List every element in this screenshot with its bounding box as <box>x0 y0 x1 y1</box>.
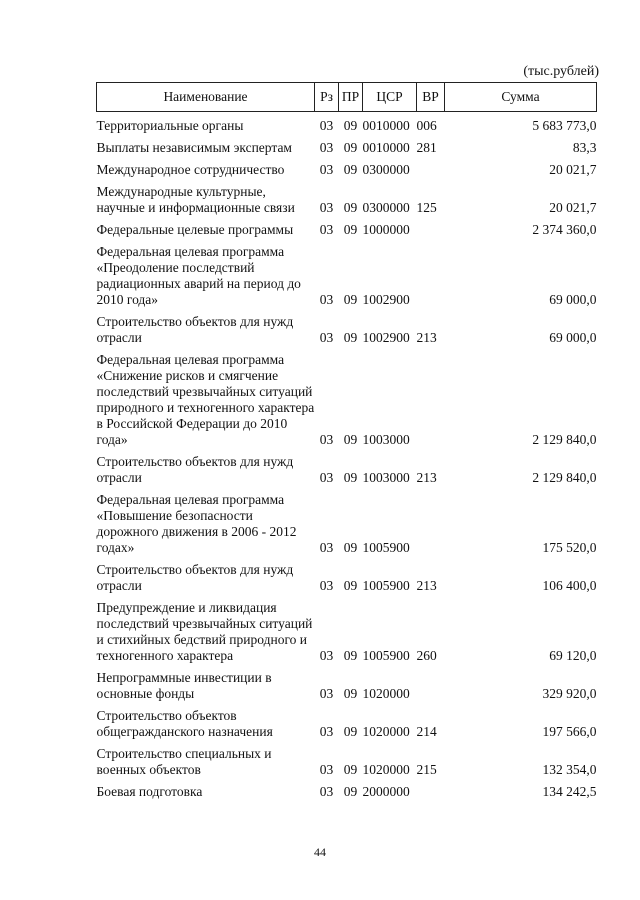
cell-pr: 09 <box>343 292 358 307</box>
cell-rz: 03 <box>319 432 334 447</box>
cell-name: Федеральная целевая программа «Преодоление последствий радиационных аварий на период до 2010 года» <box>96 244 301 307</box>
header-rz: Рз <box>315 83 339 112</box>
cell-name: Боевая подготовка <box>96 784 203 799</box>
cell-vr: 213 <box>416 578 437 593</box>
cell-csr: 1020000 <box>362 686 410 701</box>
cell-vr <box>417 156 445 178</box>
cell-sum: 69 000,0 <box>549 330 597 345</box>
table-row <box>97 134 597 156</box>
cell-vr: 213 <box>416 330 437 345</box>
cell-name: Строительство объектов для нужд отрасли <box>96 454 294 485</box>
table-row <box>97 486 597 556</box>
cell-pr: 09 <box>343 140 358 155</box>
cell-csr: 1005900 <box>362 578 410 593</box>
cell-sum: 2 129 840,0 <box>532 432 597 447</box>
cell-pr: 09 <box>343 762 358 777</box>
cell-pr: 09 <box>343 162 358 177</box>
cell-pr: 09 <box>343 578 358 593</box>
cell-csr: 1003000 <box>362 432 410 447</box>
cell-rz: 03 <box>319 578 334 593</box>
cell-csr: 1005900 <box>362 540 410 555</box>
budget-table <box>96 82 597 800</box>
cell-vr <box>417 664 445 702</box>
cell-pr: 09 <box>343 686 358 701</box>
cell-vr <box>417 346 445 448</box>
cell-csr: 0300000 <box>362 200 410 215</box>
cell-rz: 03 <box>319 140 334 155</box>
cell-vr <box>417 778 445 800</box>
cell-name: Международные культурные, научные и информационные связи <box>96 184 295 215</box>
cell-sum: 197 566,0 <box>542 724 597 739</box>
cell-rz: 03 <box>319 222 334 237</box>
cell-csr: 0010000 <box>362 118 410 133</box>
cell-sum: 69 000,0 <box>549 292 597 307</box>
cell-sum: 2 374 360,0 <box>532 222 597 237</box>
units-label: (тыс.рублей) <box>523 64 599 79</box>
cell-vr <box>417 486 445 556</box>
cell-csr: 1020000 <box>362 762 410 777</box>
cell-rz: 03 <box>319 162 334 177</box>
cell-vr: 281 <box>416 140 437 155</box>
table-row <box>97 448 597 486</box>
cell-name: Строительство специальных и военных объектов <box>96 746 272 777</box>
table-row <box>97 702 597 740</box>
cell-csr: 1020000 <box>362 724 410 739</box>
cell-name: Строительство объектов общегражданского назначения <box>96 708 273 739</box>
cell-pr: 09 <box>343 470 358 485</box>
cell-vr: 260 <box>416 648 437 663</box>
cell-pr: 09 <box>343 540 358 555</box>
cell-sum: 20 021,7 <box>549 162 597 177</box>
cell-sum: 106 400,0 <box>542 578 597 593</box>
cell-sum: 69 120,0 <box>549 648 597 663</box>
cell-vr: 214 <box>416 724 437 739</box>
table-row <box>97 112 597 135</box>
header-name: Наименование <box>97 83 315 112</box>
table-header-row <box>97 83 597 112</box>
cell-rz: 03 <box>319 118 334 133</box>
cell-csr: 1000000 <box>362 222 410 237</box>
cell-pr: 09 <box>343 432 358 447</box>
cell-rz: 03 <box>319 200 334 215</box>
cell-sum: 329 920,0 <box>542 686 597 701</box>
cell-vr: 006 <box>416 118 437 133</box>
cell-rz: 03 <box>319 292 334 307</box>
cell-rz: 03 <box>319 686 334 701</box>
cell-csr: 1002900 <box>362 292 410 307</box>
header-csr: ЦСР <box>363 83 417 112</box>
cell-name: Строительство объектов для нужд отрасли <box>96 314 294 345</box>
cell-name: Международное сотрудничество <box>96 162 285 177</box>
table-row <box>97 594 597 664</box>
cell-csr: 0010000 <box>362 140 410 155</box>
table-row <box>97 156 597 178</box>
cell-csr: 1002900 <box>362 330 410 345</box>
table-row <box>97 178 597 216</box>
table-row <box>97 346 597 448</box>
cell-vr <box>417 216 445 238</box>
cell-name: Федеральная целевая программа «Снижение рисков и смягчение последствий чрезвычайных ситуаций природного и техногенного характера в Российской Федерации до 2010 года» <box>96 352 315 447</box>
cell-csr: 2000000 <box>362 784 410 799</box>
cell-rz: 03 <box>319 470 334 485</box>
cell-sum: 2 129 840,0 <box>532 470 597 485</box>
cell-name: Федеральная целевая программа «Повышение безопасности дорожного движения в 2006 - 2012 годах» <box>96 492 297 555</box>
cell-rz: 03 <box>319 724 334 739</box>
table-row <box>97 556 597 594</box>
cell-sum: 134 242,5 <box>542 784 597 799</box>
cell-sum: 132 354,0 <box>542 762 597 777</box>
cell-sum: 83,3 <box>572 140 597 155</box>
cell-sum: 175 520,0 <box>542 540 597 555</box>
cell-vr: 125 <box>416 200 437 215</box>
cell-sum: 20 021,7 <box>549 200 597 215</box>
cell-csr: 1003000 <box>362 470 410 485</box>
cell-name: Предупреждение и ликвидация последствий чрезвычайных ситуаций и стихийных бедствий природного и техногенного характера <box>96 600 313 663</box>
cell-sum: 5 683 773,0 <box>532 118 597 133</box>
table-row <box>97 664 597 702</box>
cell-vr: 215 <box>416 762 437 777</box>
cell-rz: 03 <box>319 330 334 345</box>
cell-csr: 1005900 <box>362 648 410 663</box>
table-row <box>97 308 597 346</box>
header-vr: ВР <box>417 83 445 112</box>
cell-name: Территориальные органы <box>96 118 244 133</box>
cell-name: Строительство объектов для нужд отрасли <box>96 562 294 593</box>
cell-pr: 09 <box>343 648 358 663</box>
cell-pr: 09 <box>343 118 358 133</box>
table-row <box>97 778 597 800</box>
cell-vr: 213 <box>416 470 437 485</box>
cell-name: Непрограммные инвестиции в основные фонды <box>96 670 272 701</box>
page-number: 44 <box>314 845 326 859</box>
table-row <box>97 238 597 308</box>
table-row <box>97 740 597 778</box>
cell-name: Федеральные целевые программы <box>96 222 294 237</box>
cell-name: Выплаты независимым экспертам <box>96 140 292 155</box>
header-sum: Сумма <box>445 83 597 112</box>
cell-pr: 09 <box>343 222 358 237</box>
cell-vr <box>417 238 445 308</box>
table-row <box>97 216 597 238</box>
cell-rz: 03 <box>319 784 334 799</box>
cell-rz: 03 <box>319 762 334 777</box>
cell-pr: 09 <box>343 330 358 345</box>
header-pr: ПР <box>339 83 363 112</box>
cell-rz: 03 <box>319 540 334 555</box>
cell-pr: 09 <box>343 200 358 215</box>
cell-pr: 09 <box>343 724 358 739</box>
cell-csr: 0300000 <box>362 162 410 177</box>
cell-rz: 03 <box>319 648 334 663</box>
cell-pr: 09 <box>343 784 358 799</box>
